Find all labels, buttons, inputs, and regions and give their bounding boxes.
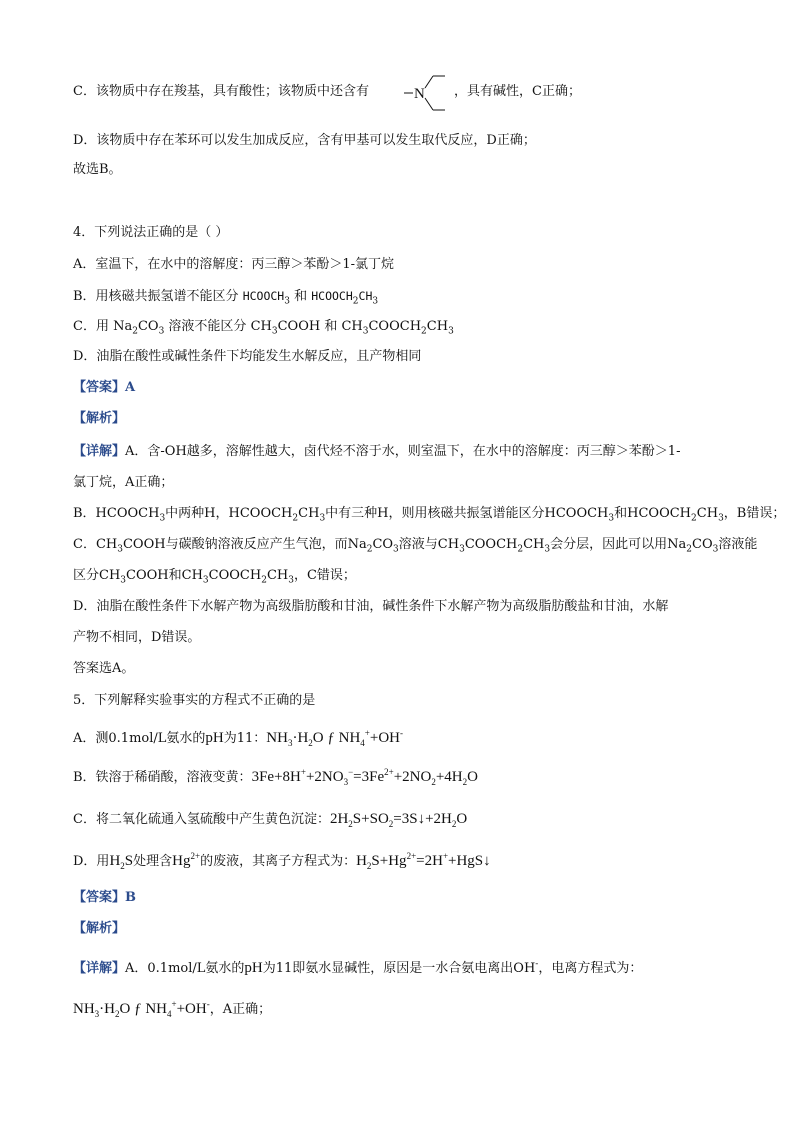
text-fragment: CH bbox=[266, 568, 289, 583]
text-fragment: 处理含 bbox=[133, 854, 173, 869]
text-fragment: ，电离方程式为： bbox=[538, 961, 643, 976]
subscript: 3 bbox=[159, 513, 166, 524]
text-fragment: ·H bbox=[99, 1001, 115, 1017]
detail-line bbox=[73, 567, 356, 585]
text-fragment: +HgS↓ bbox=[448, 853, 491, 869]
subscript: 2 bbox=[517, 544, 524, 555]
text-fragment: 为11： bbox=[223, 731, 267, 746]
superscript: 2+ bbox=[190, 851, 201, 861]
superscript: + bbox=[364, 728, 370, 738]
subscript: 2 bbox=[451, 819, 457, 829]
superscript: - bbox=[399, 728, 403, 738]
subscript: 3 bbox=[448, 326, 454, 337]
formula: COOCH bbox=[368, 319, 422, 334]
subscript: 3 bbox=[718, 513, 724, 524]
text-fragment: CH bbox=[523, 537, 545, 552]
superscript: - bbox=[206, 999, 210, 1009]
text-fragment: O ƒ NH bbox=[312, 730, 361, 746]
text-fragment: =3S↓+2H bbox=[393, 811, 452, 827]
subscript: 2 bbox=[686, 544, 692, 555]
formula: COOH 和 CH bbox=[277, 319, 363, 334]
option-text: C．用 Na bbox=[73, 319, 133, 334]
subscript: 2 bbox=[691, 513, 697, 524]
detail-text: 氯丁烷，A正确； bbox=[73, 475, 174, 490]
subscript: 3 bbox=[608, 513, 615, 524]
text-fragment: ，B错误； bbox=[723, 506, 786, 521]
text-fragment: S bbox=[124, 853, 134, 869]
text-fragment: 中两种H，HCOOCH bbox=[165, 506, 293, 521]
text-fragment: Hg bbox=[172, 853, 191, 869]
subscript: 3 bbox=[459, 544, 465, 555]
detail-line bbox=[73, 474, 173, 492]
text-fragment: A．0.1mol/L氨水的 bbox=[125, 961, 245, 976]
subscript: 2 bbox=[431, 777, 436, 787]
conclusion-text: 故选B。 bbox=[73, 162, 122, 177]
text-fragment: pH bbox=[205, 730, 224, 746]
q4-option-b bbox=[73, 287, 378, 306]
text-fragment: COOCH bbox=[208, 568, 262, 583]
text-fragment: NH bbox=[73, 1001, 95, 1017]
subscript: 3 bbox=[271, 326, 278, 337]
subscript: 2 bbox=[120, 861, 125, 871]
text-fragment: +OH bbox=[176, 1001, 207, 1017]
subscript: 2 bbox=[348, 819, 353, 829]
superscript: + bbox=[442, 851, 449, 861]
text-fragment: C．将二氧化硫通入氢硫酸中产生黄色沉淀： bbox=[73, 812, 330, 827]
text-fragment: CO bbox=[372, 537, 394, 552]
text-fragment: COOH与碳酸钠溶液反应产生气泡，而Na bbox=[122, 537, 367, 552]
text-fragment: 2H bbox=[329, 811, 349, 827]
option-text: 和 bbox=[289, 289, 312, 304]
q5-option-b bbox=[73, 768, 478, 787]
answer-heading bbox=[73, 889, 136, 907]
text-line bbox=[73, 132, 536, 150]
text-fragment: =2H bbox=[416, 853, 443, 869]
detail-text: A．含-OH越多，溶解性越大，卤代烃不溶于水，则室温下，在水中的溶解度：丙三醇＞苯酚＞1- bbox=[125, 444, 681, 459]
subscript: 2 bbox=[261, 575, 267, 586]
subscript: 3 bbox=[94, 1009, 100, 1019]
text-fragment: S+Hg bbox=[371, 853, 407, 869]
text-fragment: +4H bbox=[435, 769, 463, 785]
superscript: 2+ bbox=[384, 767, 394, 777]
answer-heading bbox=[73, 379, 135, 397]
question-5-title bbox=[73, 692, 315, 710]
text-fragment: +2NO bbox=[305, 769, 344, 785]
subscript: 2 bbox=[115, 1009, 120, 1019]
subscript: 4 bbox=[360, 738, 365, 748]
q5-option-a bbox=[73, 729, 403, 748]
subscript: 3 bbox=[544, 544, 551, 555]
detail-label: 【详解】 bbox=[73, 444, 126, 459]
subscript: 3 bbox=[393, 544, 399, 555]
answer-text: 【答案】A bbox=[73, 380, 136, 395]
subscript: 3 bbox=[288, 575, 294, 586]
text-fragment: ·H bbox=[292, 730, 309, 746]
text-fragment: D．用 bbox=[73, 854, 110, 869]
option-c-text: C．该物质中存在羧基，具有酸性；该物质中还含有 bbox=[73, 84, 369, 99]
text-fragment: S+SO bbox=[352, 811, 389, 827]
subscript: 4 bbox=[167, 1009, 172, 1019]
subscript: 2 bbox=[462, 777, 468, 787]
formula: CH bbox=[426, 319, 449, 334]
subscript: 2 bbox=[308, 738, 313, 748]
subscript: 3 bbox=[117, 544, 123, 555]
text-fragment: pH bbox=[244, 960, 263, 976]
answer-text: 【答案】B bbox=[73, 890, 136, 905]
formula: HCOOCH bbox=[311, 289, 353, 303]
text-fragment: 为11即氨水显碱性，原因是一水合氨电离出OH bbox=[262, 961, 536, 976]
q5-option-d bbox=[73, 852, 491, 871]
subscript: 3 bbox=[158, 326, 165, 337]
text-fragment: COOCH bbox=[464, 537, 518, 552]
option-c-line-end bbox=[454, 83, 581, 101]
subscript: 3 bbox=[362, 326, 369, 337]
text-fragment: +2NO bbox=[393, 769, 432, 785]
text-line bbox=[73, 161, 122, 179]
text-fragment: NH bbox=[266, 730, 288, 746]
text-fragment: =3Fe bbox=[353, 769, 385, 785]
detail-line bbox=[73, 505, 785, 523]
text-fragment: O bbox=[456, 811, 468, 827]
subscript: 2 bbox=[421, 326, 427, 337]
superscript: − bbox=[348, 767, 354, 777]
option-text: B．用核磁共振氢谱不能区分 bbox=[73, 289, 243, 304]
question-4-title bbox=[73, 224, 228, 242]
detail-text: 产物不相同，D错误。 bbox=[73, 630, 201, 645]
detail-line bbox=[73, 1000, 271, 1019]
text-fragment: 溶液与CH bbox=[398, 537, 460, 552]
question-text: 5．下列解释实验事实的方程式不正确的是 bbox=[73, 693, 316, 708]
option-text: 溶液不能区分 bbox=[164, 319, 251, 334]
formula: CH bbox=[358, 289, 373, 303]
text-fragment: +OH bbox=[369, 730, 400, 746]
superscript: - bbox=[535, 959, 539, 970]
detail-line bbox=[73, 629, 200, 647]
subscript: 2 bbox=[132, 326, 138, 337]
q4-option-d bbox=[73, 348, 421, 366]
text-fragment: 的废液，其离子方程式为： bbox=[200, 854, 357, 869]
text-fragment: A．测0.1mol/L氨水的 bbox=[73, 731, 206, 746]
text-fragment: C．CH bbox=[73, 537, 118, 552]
detail-line bbox=[73, 536, 757, 554]
option-text: A．室温下，在水中的溶解度：丙三醇＞苯酚＞1-氯丁烷 bbox=[73, 257, 395, 272]
text-fragment: 溶液能 bbox=[718, 537, 758, 552]
text-fragment: 区分CH bbox=[73, 568, 121, 583]
text-fragment: CH bbox=[298, 506, 320, 521]
text-fragment: CO bbox=[692, 537, 713, 552]
text-fragment: ，C错误； bbox=[293, 568, 356, 583]
text-fragment: H bbox=[356, 853, 367, 869]
amine-structure-icon bbox=[404, 72, 452, 114]
q5-option-c bbox=[73, 810, 467, 829]
detail-line bbox=[73, 660, 134, 678]
analysis-heading bbox=[73, 410, 125, 428]
subscript: 3 bbox=[343, 777, 349, 787]
q4-option-a bbox=[73, 256, 394, 274]
subscript: 2 bbox=[292, 513, 299, 524]
subscript: 3 bbox=[372, 296, 379, 307]
text-fragment: B．铁溶于稀硝酸，溶液变黄： bbox=[73, 770, 252, 785]
text-fragment: 会分层，因此可以用Na bbox=[550, 537, 687, 552]
detail-text: 答案选A。 bbox=[73, 661, 135, 676]
superscript: 2+ bbox=[406, 851, 417, 861]
detail-line bbox=[73, 598, 668, 616]
text-fragment: O ƒ NH bbox=[119, 1001, 167, 1017]
subscript: 2 bbox=[366, 861, 372, 871]
formula: HCOOCH bbox=[242, 289, 285, 303]
text-fragment: O bbox=[467, 769, 478, 785]
option-d-text: D．该物质中存在苯环可以发生加成反应，含有甲基可以发生取代反应，D正确； bbox=[73, 133, 536, 148]
subscript: 3 bbox=[287, 738, 293, 748]
q4-option-c bbox=[73, 318, 454, 336]
text-fragment: 中有三种H，则用核磁共振氢谱能区分HCOOCH bbox=[325, 506, 609, 521]
detail-label: 【详解】 bbox=[73, 961, 126, 976]
amine-n-label: N bbox=[414, 86, 425, 102]
detail-line bbox=[73, 959, 642, 978]
text-fragment: CH bbox=[696, 506, 719, 521]
subscript: 3 bbox=[120, 575, 127, 586]
subscript: 2 bbox=[388, 819, 394, 829]
superscript: + bbox=[300, 767, 306, 777]
subscript: 3 bbox=[319, 513, 326, 524]
text-fragment: ，A正确； bbox=[209, 1002, 272, 1017]
detail-text: D．油脂在酸性条件下水解产物为高级脂肪酸和甘油，碱性条件下水解产物为高级脂肪酸盐和甘油，水解 bbox=[73, 599, 669, 614]
text-fragment: H bbox=[109, 853, 121, 869]
analysis-text: 【解析】 bbox=[73, 921, 126, 936]
formula: CH bbox=[250, 319, 272, 334]
detail-line bbox=[73, 443, 680, 461]
text-fragment: COOH和CH bbox=[126, 568, 203, 583]
subscript: 3 bbox=[712, 544, 719, 555]
question-text: 4．下列说法正确的是（ ） bbox=[73, 225, 229, 240]
option-c-text-end: ，具有碱性，C正确； bbox=[454, 84, 581, 99]
subscript: 2 bbox=[366, 544, 373, 555]
text-fragment: B．HCOOCH bbox=[73, 506, 160, 521]
text-fragment: 和HCOOCH bbox=[614, 506, 692, 521]
analysis-text: 【解析】 bbox=[73, 411, 126, 426]
subscript: 3 bbox=[284, 296, 290, 307]
option-c-line bbox=[73, 83, 369, 101]
superscript: + bbox=[171, 999, 177, 1009]
formula: CO bbox=[137, 319, 159, 334]
analysis-heading bbox=[73, 920, 125, 938]
option-text: D．油脂在酸性或碱性条件下均能发生水解反应，且产物相同 bbox=[73, 349, 422, 364]
text-fragment: 3Fe+8H bbox=[251, 769, 301, 785]
subscript: 2 bbox=[352, 296, 359, 307]
subscript: 3 bbox=[202, 575, 209, 586]
